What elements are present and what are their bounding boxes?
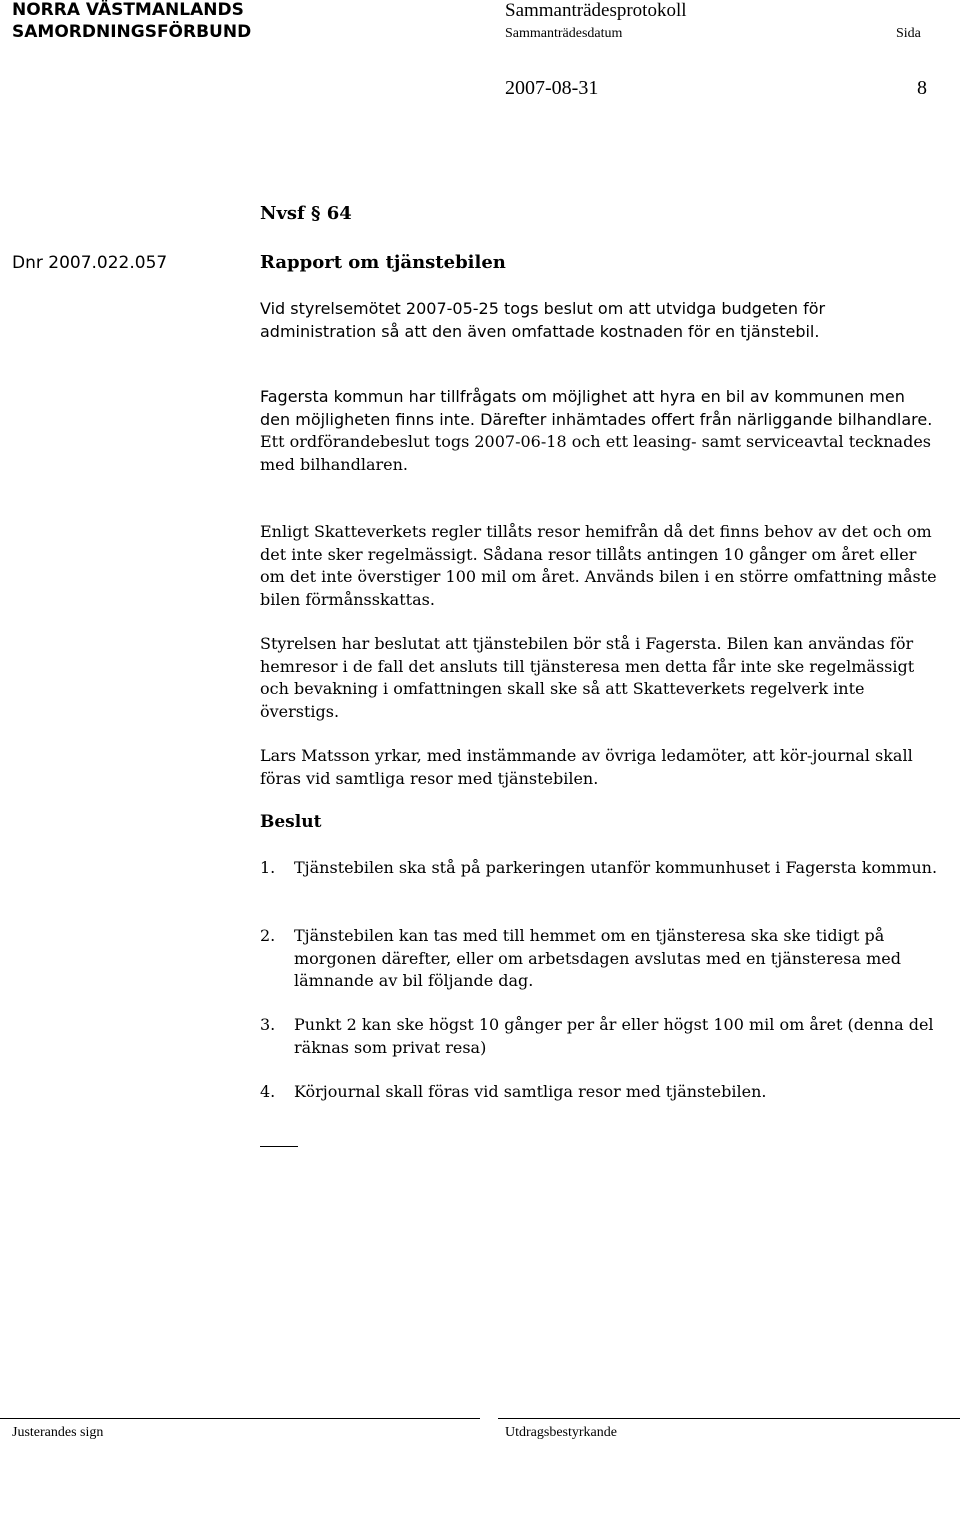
decision-item xyxy=(260,857,940,903)
organization-name-line2: SAMORDNINGSFÖRBUND xyxy=(12,22,252,42)
date-label: Sammanträdesdatum xyxy=(505,26,623,41)
decision-item-number: 3. xyxy=(260,1015,276,1034)
footer-divider-right xyxy=(498,1418,960,1419)
end-rule xyxy=(260,1146,298,1147)
footer-certify-label: Utdragsbestyrkande xyxy=(505,1425,617,1440)
decision-item xyxy=(260,1081,940,1105)
paragraph-fagersta-part1: Fagersta kommun har tillfrågats om möjlighet att hyra en bil av kommunen men den möjligheten finns inte. Därefter inhämtades offert från närliggande bilhandlare. xyxy=(260,387,933,429)
decision-item-number: 1. xyxy=(260,858,276,877)
paragraph-fagersta-part2: Ett ordförandebeslut togs 2007-06-18 och ett leasing- samt serviceavtal tecknades med bilhandlaren. xyxy=(260,432,932,474)
page-label: Sida xyxy=(896,26,921,41)
decision-heading: Beslut xyxy=(260,812,322,832)
paragraph-tax-rules: Enligt Skatteverkets regler tillåts resor hemifrån då det finns behov av det och om det inte sker regelmässigt. Sådana resor tillåts antingen 10 gånger om året eller om det inte överstiger 100 mil om året. Används bilen i en större omfattning måste bilen förmånsskattas. xyxy=(260,522,937,609)
paragraph-motion: Lars Matsson yrkar, med instämmande av övriga ledamöter, att kör-journal skall föras vid samtliga resor med tjänstebilen. xyxy=(260,746,913,788)
decision-item xyxy=(260,925,940,995)
footer-sign-label: Justerandes sign xyxy=(12,1425,104,1440)
decision-item-text: Tjänstebilen kan tas med till hemmet om en tjänsteresa ska ske tidigt på morgonen därefter, eller om arbetsdagen avslutas med en tjänsteresa med lämnande av bil följande dag. xyxy=(294,926,901,990)
footer-divider-left xyxy=(0,1418,480,1419)
diary-number: Dnr 2007.022.057 xyxy=(12,253,168,273)
decision-item-number: 4. xyxy=(260,1082,276,1101)
section-title: Rapport om tjänstebilen xyxy=(260,252,506,273)
meeting-date: 2007-08-31 xyxy=(505,77,599,99)
paragraph-budget: Vid styrelsemötet 2007-05-25 togs beslut om att utvidga budgeten för administration så att den även omfattade kostnaden för en tjänstebil. xyxy=(260,299,826,341)
decision-item xyxy=(260,1014,940,1060)
paragraph-fagersta xyxy=(260,386,940,476)
page-number: 8 xyxy=(917,77,927,99)
section-number: Nvsf § 64 xyxy=(260,203,352,224)
paragraph-board-decision: Styrelsen har beslutat att tjänstebilen bör stå i Fagersta. Bilen kan användas för hemresor i de fall det ansluts till tjänsteresa men detta får inte ske regelmässigt och bevakning i omfattningen skall ske så att Skatteverkets regelverk inte överstigs. xyxy=(260,634,915,721)
decision-item-text: Tjänstebilen ska stå på parkeringen utanför kommunhuset i Fagersta kommun. xyxy=(294,858,938,877)
document-type-title: Sammanträdesprotokoll xyxy=(505,0,687,21)
organization-name-line1: NORRA VÄSTMANLANDS xyxy=(12,0,244,20)
decision-item-number: 2. xyxy=(260,926,276,945)
decision-item-text: Körjournal skall föras vid samtliga resor med tjänstebilen. xyxy=(294,1082,767,1101)
decision-item-text: Punkt 2 kan ske högst 10 gånger per år eller högst 100 mil om året (denna del räknas som privat resa) xyxy=(294,1015,934,1057)
